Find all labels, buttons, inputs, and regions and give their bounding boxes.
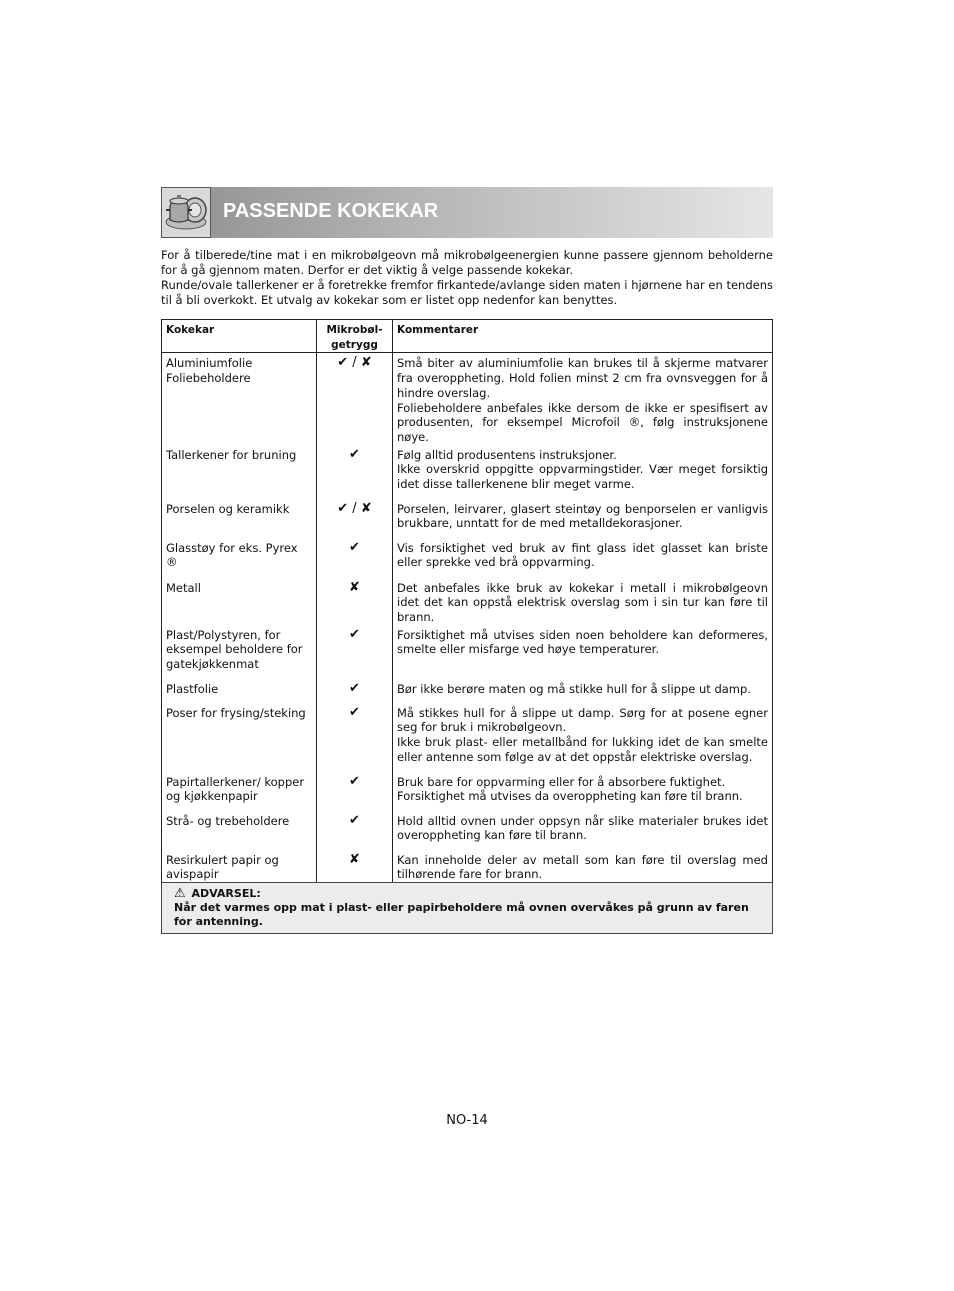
- comment-text: Ikke bruk plast- eller metallbånd for lukking idet de kan smelte eller antenne som følge av at det oppstår elektriske overslag.: [397, 735, 768, 764]
- comment-text: Foliebeholdere anbefales ikke dersom de ikke er spesifisert av produsenten, for eksempel Microfoil ®, følg instruksjonene nøye.: [397, 400, 768, 444]
- comment-cell: [393, 445, 773, 499]
- microwave-safe-cell: ✔: [317, 625, 393, 679]
- header-comments: Kommentarer: [393, 320, 773, 353]
- table-row: [162, 499, 773, 538]
- cookware-cell: [162, 538, 317, 578]
- comment-cell: [393, 499, 773, 538]
- warning-title: ADVARSEL:: [191, 887, 261, 900]
- comment-cell: [393, 679, 773, 703]
- intro-paragraph-2: Runde/ovale tallerkener er å foretrekke fremfor firkantede/avlange siden maten i hjørnene har en tendens til å bli overkokt. Et utvalg av kokekar som er listet opp nedenfor kan benyttes.: [161, 278, 773, 307]
- microwave-safe-cell: ✔: [317, 679, 393, 703]
- comment-text: Små biter av aluminiumfolie kan brukes til å skjerme matvarer fra overoppheting. Hold folien minst 2 cm fra ovnsveggen for å hindre overslag.: [397, 356, 768, 400]
- warning-box: [161, 882, 773, 934]
- section-header: [161, 187, 773, 238]
- warning-triangle-icon: ⚠: [174, 886, 186, 901]
- comment-text: Forsiktighet må utvises da overoppheting kan føre til brann.: [397, 789, 743, 804]
- comment-text: Forsiktighet må utvises siden noen beholdere kan deformeres, smelte eller misfarge ved høye temperaturer.: [397, 627, 768, 657]
- cookware-name: Aluminiumfolie: [166, 356, 253, 371]
- intro-text: [161, 248, 773, 308]
- comment-text: Vis forsiktighet ved bruk av fint glass idet glasset kan briste eller sprekke ved brå oppvarming.: [397, 540, 768, 570]
- comment-text: Det anbefales ikke bruk av kokekar i metall i mikrobølgeovn idet det kan oppstå elektrisk overslag som i sin tur kan føre til brann.: [397, 580, 768, 625]
- cookware-cell: [162, 703, 317, 772]
- table-row: [162, 578, 773, 625]
- cookware-cell: [162, 445, 317, 499]
- page-title: PASSENDE KOKEKAR: [223, 200, 439, 222]
- warning-text: Når det varmes opp mat i plast- eller papirbeholdere må ovnen overvåkes på grunn av faren for antenning.: [174, 901, 749, 928]
- comment-cell: [393, 625, 773, 679]
- microwave-safe-cell: ✘: [317, 850, 393, 887]
- table-row: [162, 679, 773, 703]
- table-row: [162, 538, 773, 578]
- cookware-cell: [162, 772, 317, 811]
- microwave-safe-cell: ✔: [317, 703, 393, 772]
- cookware-name: Foliebeholdere: [166, 371, 251, 386]
- cookware-name: Porselen og keramikk: [166, 501, 290, 516]
- cookware-name: Plast/Polystyren, for eksempel beholdere for gatekjøkkenmat: [166, 627, 303, 672]
- microwave-safe-cell: ✔ / ✘: [317, 499, 393, 538]
- comment-text: Porselen, leirvarer, glasert steintøy og benporselen er vanligvis brukbare, unntatt for de med metalldekorasjoner.: [397, 501, 768, 531]
- microwave-safe-cell: ✔: [317, 811, 393, 850]
- cookware-name: Resirkulert papir og avispapir: [166, 852, 279, 882]
- comment-cell: [393, 578, 773, 625]
- table-body: [162, 353, 773, 887]
- microwave-safe-cell: ✔: [317, 772, 393, 811]
- comment-text: Bruk bare for oppvarming eller for å absorbere fuktighet.: [397, 774, 726, 789]
- cookware-cell: [162, 679, 317, 703]
- cookware-cell: [162, 811, 317, 850]
- cookware-icon: [161, 187, 211, 238]
- cookware-cell: [162, 353, 317, 445]
- comment-text: Ikke overskrid oppgitte oppvarmingstider. Vær meget forsiktig idet disse tallerkenene blir meget varme.: [397, 462, 768, 492]
- comment-text: Bør ikke berøre maten og må stikke hull for å slippe ut damp.: [397, 681, 751, 696]
- table-row: [162, 353, 773, 445]
- header-microwave-safe: [317, 320, 393, 353]
- microwave-safe-cell: ✔ / ✘: [317, 353, 393, 445]
- microwave-safe-cell: ✔: [317, 538, 393, 578]
- cookware-cell: [162, 578, 317, 625]
- table-header-row: [162, 320, 773, 353]
- cookware-name: Tallerkener for bruning: [166, 447, 297, 462]
- header-microwave-safe-line2: getrygg: [331, 338, 378, 351]
- cookware-cell: [162, 625, 317, 679]
- cookware-name: Plastfolie: [166, 681, 219, 696]
- comment-cell: [393, 811, 773, 850]
- cookware-cell: [162, 499, 317, 538]
- comment-cell: [393, 703, 773, 772]
- table-row: [162, 703, 773, 772]
- comment-text: Kan inneholde deler av metall som kan føre til overslag med tilhørende fare for brann.: [397, 852, 768, 882]
- cookware-name: Poser for frysing/steking: [166, 705, 306, 720]
- comment-text: Følg alltid produsentens instruksjoner.: [397, 447, 617, 462]
- cookware-name: Papirtallerkener/ kopper og kjøkkenpapir: [166, 774, 305, 804]
- microwave-safe-cell: ✔: [317, 445, 393, 499]
- comment-text: Hold alltid ovnen under oppsyn når slike materialer brukes idet overoppheting kan føre til brann.: [397, 813, 768, 843]
- comment-cell: [393, 538, 773, 578]
- table-row: [162, 772, 773, 811]
- comment-cell: [393, 353, 773, 445]
- page-number: NO-14: [446, 1113, 488, 1128]
- table-row: [162, 811, 773, 850]
- comment-cell: [393, 772, 773, 811]
- table-row: [162, 445, 773, 499]
- header-microwave-safe-line1: Mikrobøl-: [326, 324, 383, 336]
- table-row: [162, 625, 773, 679]
- cookware-name: Strå- og trebeholdere: [166, 813, 290, 828]
- header-cookware: Kokekar: [162, 320, 317, 353]
- microwave-safe-cell: ✘: [317, 578, 393, 625]
- intro-paragraph-1: For å tilberede/tine mat i en mikrobølgeovn må mikrobølgeenergien kunne passere gjennom beholderne for å gå gjennom maten. Derfor er det viktig å velge passende kokekar.: [161, 248, 773, 277]
- cookware-table: [161, 319, 773, 887]
- cookware-name: Glasstøy for eks. Pyrex ®: [166, 540, 298, 570]
- comment-text: Må stikkes hull for å slippe ut damp. Sørg for at posene egner seg for bruk i mikrobølgeovn.: [397, 705, 768, 735]
- cookware-name: Metall: [166, 580, 201, 595]
